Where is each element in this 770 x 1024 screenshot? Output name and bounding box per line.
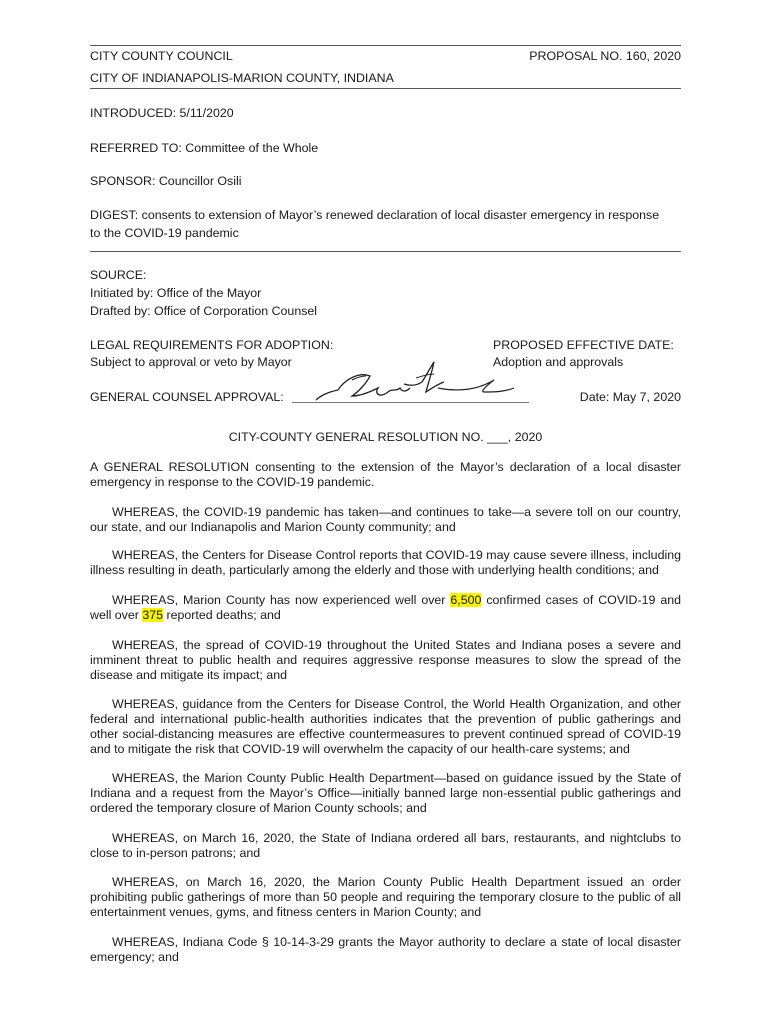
introduced-date: INTRODUCED: 5/11/2020 [90, 106, 234, 120]
digest-line-2: to the COVID-19 pandemic [90, 226, 239, 240]
digest-rule [90, 251, 681, 252]
resolution-title: CITY-COUNTY GENERAL RESOLUTION NO. ___, 2020 [228, 430, 543, 444]
whereas-paragraph: WHEREAS, the Centers for Disease Control reports that COVID-19 may cause severe illness, including illness resulting in death, particularly among the elderly and those with underlying health conditions; and [90, 548, 681, 577]
general-counsel-label: GENERAL COUNSEL APPROVAL: [90, 390, 284, 404]
signature-graphic [308, 358, 538, 408]
whereas-text: reported deaths; and [163, 608, 281, 622]
whereas-paragraph: WHEREAS, guidance from the Centers for Disease Control, the World Health Organization, and other federal and international public-health authorities indicates that the prevention of public gatherings and other social-distancing measures are effective countermeasures to prevent continued spread of COVID-19 and to mitigate the risk that COVID-19 will overwhelm the capacity of our health-care systems; and [90, 697, 681, 756]
whereas-paragraph: WHEREAS, on March 16, 2020, the Marion County Public Health Department issued an order prohibiting public gatherings of more than 50 people and requiring the temporary closure to the public of all entertainment venues, gyms, and fitness centers in Marion County; and [90, 875, 681, 919]
header-bottom-rule [90, 88, 681, 89]
digest-line-1: DIGEST: consents to extension of Mayor’s renewed declaration of local disaster emergency in response [90, 208, 660, 222]
council-name: CITY COUNTY COUNCIL [90, 49, 233, 63]
highlighted-death-count: 375 [142, 608, 164, 622]
highlighted-case-count: 6,500 [450, 593, 482, 607]
header-top-rule [90, 45, 681, 46]
whereas-paragraph: WHEREAS, the spread of COVID-19 throughout the United States and Indiana poses a severe and imminent threat to public health and requires aggressive response measures to slow the spread of the disease and mitigate its impact; and [90, 638, 681, 682]
whereas-text: WHEREAS, Marion County has now experienced well over [112, 593, 451, 607]
proposal-number: PROPOSAL NO. 160, 2020 [529, 49, 681, 63]
resolution-intro: A GENERAL RESOLUTION consenting to the extension of the Mayor’s declaration of a local disaster emergency in response to the COVID-19 pandemic. [90, 460, 681, 489]
city-name: CITY OF INDIANAPOLIS-MARION COUNTY, INDIANA [90, 71, 394, 85]
whereas-text: confirmed cases of COVID-19 and well over [90, 593, 681, 622]
source-initiated: Initiated by: Office of the Mayor [90, 286, 262, 300]
effective-date-value: Adoption and approvals [493, 355, 624, 369]
whereas-paragraph: WHEREAS, Indiana Code § 10-14-3-29 grants the Mayor authority to declare a state of local disaster emergency; and [90, 935, 681, 964]
approval-date: Date: May 7, 2020 [579, 390, 681, 404]
effective-date-label: PROPOSED EFFECTIVE DATE: [493, 338, 674, 352]
source-heading: SOURCE: [90, 268, 147, 282]
whereas-paragraph: WHEREAS, on March 16, 2020, the State of Indiana ordered all bars, restaurants, and nightclubs to close to in-person patrons; and [90, 831, 681, 860]
source-drafted: Drafted by: Office of Corporation Counsel [90, 304, 318, 318]
whereas-paragraph: WHEREAS, the Marion County Public Health Department—based on guidance issued by the State of Indiana and a request from the Mayor’s Office—initially banned large non-essential public gatherings and ordered the temporary closure of Marion County schools; and [90, 771, 681, 815]
whereas-paragraph: WHEREAS, the COVID-19 pandemic has taken—and continues to take—a severe toll on our country, our state, and our Indianapolis and Marion County community; and [90, 505, 681, 534]
referred-to: REFERRED TO: Committee of the Whole [90, 141, 319, 155]
legal-requirements-label: LEGAL REQUIREMENTS FOR ADOPTION: [90, 338, 334, 352]
whereas-paragraph-case-counts [90, 593, 681, 623]
sponsor: SPONSOR: Councillor Osili [90, 174, 242, 188]
legal-requirements-value: Subject to approval or veto by Mayor [90, 355, 292, 369]
